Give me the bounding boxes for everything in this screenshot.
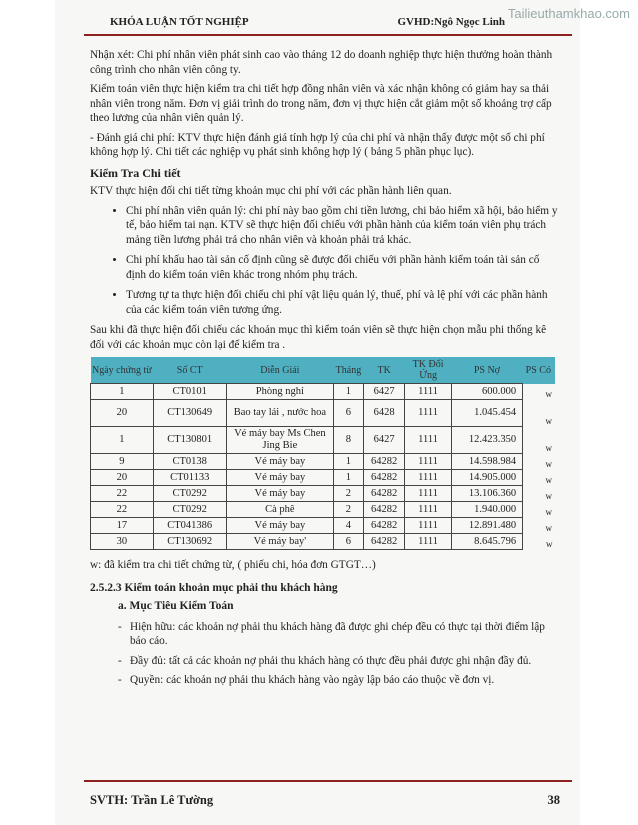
list-item: • Chi phí khấu hao tài sản cố định cũng sẽ được đối chiếu với phần hành kiểm toán tài sản cố định do kiểm toán viên khác trong nhóm phụ trách. bbox=[126, 253, 560, 282]
table-cell: 1.045.454 bbox=[451, 400, 522, 427]
table-cell: 6427 bbox=[363, 427, 405, 454]
sample-table bbox=[90, 357, 555, 550]
table-cell: 1111 bbox=[405, 502, 451, 518]
document-body bbox=[90, 48, 560, 693]
table-cell: 2 bbox=[333, 486, 363, 502]
page-number: 38 bbox=[547, 793, 560, 807]
table-cell: 1111 bbox=[405, 486, 451, 502]
table-cell: w bbox=[545, 388, 552, 399]
subsection-title: a. Mục Tiêu Kiểm Toán bbox=[118, 600, 234, 612]
paragraph: Sau khi đã thực hiện đối chiếu các khoản mục thì kiểm toán viên sẽ thực hiện chọn mẫu phi thống kê đối với các khoản mục còn lại để kiểm tra . bbox=[90, 324, 547, 351]
table-cell: 64282 bbox=[363, 518, 405, 534]
list-item: - Quyền: các khoản nợ phải thu khách hàng vào ngày lập báo cáo thuộc về đơn vị. bbox=[118, 673, 560, 688]
table-cell: Vé máy bay bbox=[226, 470, 333, 486]
table-row bbox=[91, 427, 555, 454]
table-cell: w bbox=[545, 490, 552, 501]
table-row bbox=[91, 400, 555, 427]
table-cell: 64282 bbox=[363, 454, 405, 470]
paragraph: Nhận xét: Chi phí nhân viên phát sinh cao vào tháng 12 do doanh nghiệp thực hiện thưởng hoàn thành công trình cho nhân viên công ty. bbox=[90, 49, 553, 76]
table-cell: CT130649 bbox=[153, 400, 226, 427]
table-row bbox=[91, 502, 555, 518]
table-cell: 17 bbox=[91, 518, 154, 534]
page-footer bbox=[90, 793, 560, 808]
footer-divider bbox=[84, 780, 572, 782]
table-row bbox=[91, 454, 555, 470]
bullet-list bbox=[90, 204, 560, 318]
table-cell: 6 bbox=[333, 400, 363, 427]
table-cell: 1 bbox=[333, 470, 363, 486]
table-cell: 6 bbox=[333, 534, 363, 550]
table-cell: CT130801 bbox=[153, 427, 226, 454]
col-header: Ngày chứng từ bbox=[91, 357, 154, 384]
table-cell: 6427 bbox=[363, 384, 405, 400]
table-cell: w bbox=[545, 458, 552, 469]
table-cell: Vé máy bay bbox=[226, 486, 333, 502]
table-cell: Vé máy bay bbox=[226, 518, 333, 534]
table-cell: Cà phê bbox=[226, 502, 333, 518]
watermark-text: Tailieuthamkhao.com bbox=[507, 6, 630, 21]
table-cell: 64282 bbox=[363, 502, 405, 518]
table-cell: 13.106.360 bbox=[451, 486, 522, 502]
table-cell: w bbox=[546, 538, 553, 549]
table-cell: 12.423.350 bbox=[451, 427, 522, 454]
table-cell: CT01133 bbox=[153, 470, 226, 486]
table-row bbox=[91, 534, 555, 550]
table-row bbox=[91, 486, 555, 502]
table-cell: Bao tay lái , nước hoa bbox=[226, 400, 333, 427]
table-cell: CT130692 bbox=[153, 534, 226, 550]
table-cell: 1111 bbox=[405, 400, 451, 427]
table-cell: 9 bbox=[91, 454, 154, 470]
header-title: KHÓA LUẬN TỐT NGHIỆP bbox=[110, 16, 249, 28]
table-cell: w bbox=[545, 442, 552, 453]
table-cell: Vé máy bay Ms Chen Jing Bie bbox=[226, 427, 333, 454]
paragraph: KTV thực hiện đối chi tiết từng khoản mục chi phí với các phần hành liên quan. bbox=[90, 185, 452, 197]
list-item: - Hiện hữu: các khoản nợ phải thu khách hàng đã được ghi chép đều có thực tại thời điểm lập báo cáo. bbox=[118, 620, 560, 649]
table-cell: CT0138 bbox=[153, 454, 226, 470]
table-cell: w bbox=[545, 415, 552, 426]
table-cell: 8.645.796 bbox=[451, 534, 522, 550]
table-cell: 30 bbox=[91, 534, 154, 550]
table-cell: 64282 bbox=[363, 534, 405, 550]
table-cell: Phòng nghỉ bbox=[226, 384, 333, 400]
list-item: - Đầy đủ: tất cả các khoản nợ phải thu khách hàng có thực đều phải được ghi nhận đầy đủ. bbox=[118, 654, 560, 669]
table-cell: 12.891.480 bbox=[451, 518, 522, 534]
table-cell: CT041386 bbox=[153, 518, 226, 534]
table-row bbox=[91, 470, 555, 486]
col-header: TK Đối Ứng bbox=[405, 357, 451, 384]
table-row bbox=[91, 518, 555, 534]
header-advisor: GVHD:Ngô Ngọc Linh bbox=[397, 16, 505, 28]
table-header-row bbox=[91, 357, 555, 384]
col-header: Diễn Giải bbox=[226, 357, 333, 384]
table-cell: w bbox=[545, 522, 552, 533]
footer-author: SVTH: Trần Lê Tường bbox=[90, 793, 214, 807]
col-header: PS Nợ bbox=[451, 357, 522, 384]
table-cell: CT0292 bbox=[153, 502, 226, 518]
paragraph: Kiểm toán viên thực hiện kiểm tra chi tiết hợp đồng nhân viên và xác nhận không có giảm hay sa thải nhân viên trong năm. Đơn vị giải trình do trong năm, đơn vị thực hiện cắt giảm một số khoảng trợ cấp theo lương của nhân viên quản lý. bbox=[90, 83, 552, 124]
table-cell: 1111 bbox=[405, 454, 451, 470]
col-header: Số CT bbox=[153, 357, 226, 384]
table-cell: 1111 bbox=[405, 534, 451, 550]
table-cell: 1 bbox=[333, 384, 363, 400]
table-cell: 1 bbox=[333, 454, 363, 470]
page-header bbox=[60, 12, 575, 34]
table-cell: 1111 bbox=[405, 427, 451, 454]
section-title: 2.5.2.3 Kiểm toán khoản mục phải thu khách hàng bbox=[90, 581, 338, 594]
table-cell: 20 bbox=[91, 400, 154, 427]
table-cell: 2 bbox=[333, 502, 363, 518]
table-cell: 22 bbox=[91, 486, 154, 502]
table-cell: CT0101 bbox=[153, 384, 226, 400]
col-header: PS Có bbox=[523, 357, 555, 384]
table-cell: 6428 bbox=[363, 400, 405, 427]
table-cell: 1111 bbox=[405, 470, 451, 486]
table-cell: 20 bbox=[91, 470, 154, 486]
table-cell: CT0292 bbox=[153, 486, 226, 502]
table-cell: 1111 bbox=[405, 384, 451, 400]
table-cell: Vé máy bay bbox=[226, 454, 333, 470]
list-item: • Tương tự ta thực hiện đối chiếu chi phí vật liệu quản lý, thuế, phí và lệ phí với các phần hành của các kiểm toán viên tương ứng. bbox=[126, 288, 560, 317]
table-cell: 4 bbox=[333, 518, 363, 534]
heading-detail-check: Kiểm Tra Chi tiết bbox=[90, 165, 181, 180]
table-cell: 1 bbox=[91, 427, 154, 454]
table-cell: 1 bbox=[91, 384, 154, 400]
table-cell: 1.940.000 bbox=[451, 502, 522, 518]
list-item: • Chi phí nhân viên quản lý: chi phí này bao gồm chi tiền lương, chi bảo hiểm xã hội, bảo hiểm y tế, bảo hiểm tai nạn. KTV sẽ thực hiện đối chiếu với phần hành của kiểm toán viên phụ trách mảng tiền lương phải trả cho nhân viên và khoản phải trả khác. bbox=[126, 204, 560, 248]
table-row bbox=[91, 384, 555, 400]
table-note: w: đã kiểm tra chi tiết chứng từ, ( phiếu chi, hóa đơn GTGT…) bbox=[90, 559, 376, 571]
table-cell: 14.905.000 bbox=[451, 470, 522, 486]
table-cell: w bbox=[545, 506, 552, 517]
objectives-list bbox=[90, 620, 560, 688]
header-divider bbox=[84, 34, 572, 36]
table-cell: 64282 bbox=[363, 470, 405, 486]
table-cell: 22 bbox=[91, 502, 154, 518]
paragraph: - Đánh giá chi phí: KTV thực hiện đánh giá tính hợp lý của chi phí và nhận thấy được một số chi phí không hợp lý. Chi tiết các nghiệp vụ phát sinh không hợp lý ( bảng 5 phần phục lục). bbox=[90, 131, 545, 158]
col-header: Tháng bbox=[333, 357, 363, 384]
table-cell: w bbox=[545, 474, 552, 485]
table-cell: 8 bbox=[333, 427, 363, 454]
table-cell: Vé máy bay' bbox=[226, 534, 333, 550]
table-cell: 64282 bbox=[363, 486, 405, 502]
table-cell: 600.000 bbox=[451, 384, 522, 400]
col-header: TK bbox=[363, 357, 405, 384]
table-cell: 1111 bbox=[405, 518, 451, 534]
table-cell: 14.598.984 bbox=[451, 454, 522, 470]
